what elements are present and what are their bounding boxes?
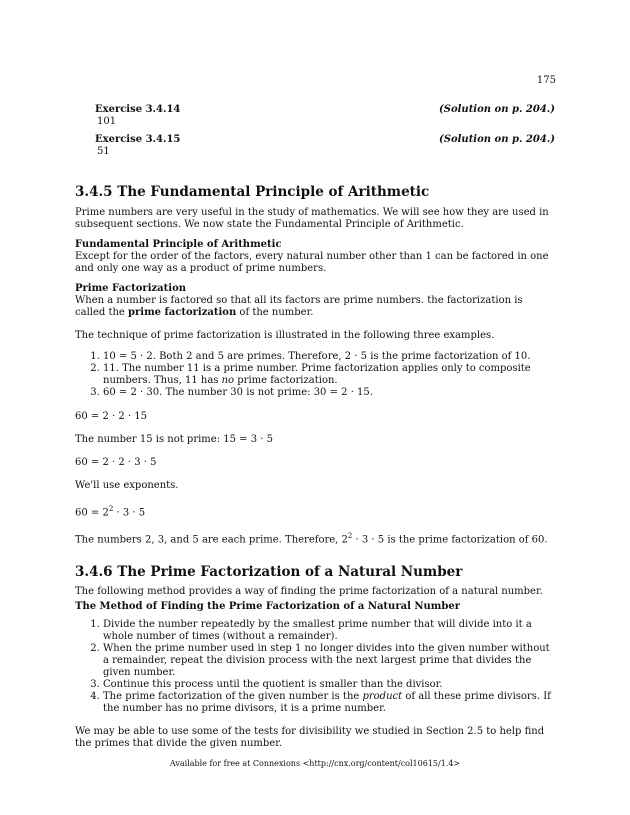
math-line bbox=[75, 503, 555, 519]
paragraph: The number 15 is not prime: 15 = 3 · 5 bbox=[75, 434, 273, 445]
exercise-block bbox=[75, 104, 555, 128]
list-item: 1. 10 = 5 · 2. Both 2 and 5 are primes. Therefore, 2 · 5 is the prime factorization of 10. bbox=[103, 351, 555, 363]
paragraph: Prime numbers are very useful in the study of mathematics. We will see how they are used in subsequent sections. We now state the Fundamental Principle of Arithmetic. bbox=[75, 207, 549, 230]
exercise-header bbox=[75, 134, 555, 146]
page-content bbox=[75, 104, 555, 750]
text-run: of the number. bbox=[236, 307, 314, 318]
list-item: 2. When the prime number used in step 1 no longer divides into the given number without a remainder, repeat the division process with the next largest prime that divides the given number. bbox=[103, 643, 555, 679]
section-heading: 3.4.5 The Fundamental Principle of Arithmetic bbox=[75, 184, 430, 200]
definition-text: Except for the order of the factors, every natural number other than 1 can be factored in one and only one way as a product of prime numbers. bbox=[75, 251, 549, 274]
list-item: 3. Continue this process until the quotient is smaller than the divisor. bbox=[103, 679, 555, 691]
page-number: 175 bbox=[536, 75, 556, 86]
exercise-header bbox=[75, 104, 555, 116]
exercise-value: 51 bbox=[97, 146, 110, 157]
text-run: 60 = 2 bbox=[75, 507, 109, 519]
paragraph: We'll use exponents. bbox=[75, 480, 179, 491]
exercise-title: Exercise 3.4.15 bbox=[95, 134, 181, 145]
list-item: 2. 11. The number 11 is a prime number. Prime factorization applies only to composite numbers. Thus, 11 has no prime factorization. bbox=[103, 363, 555, 387]
section-heading: 3.4.6 The Prime Factorization of a Natural Number bbox=[75, 563, 463, 580]
definition-title: Prime Factorization bbox=[75, 283, 187, 294]
math-line: 60 = 2 · 2 · 15 bbox=[75, 411, 147, 422]
paragraph: The technique of prime factorization is illustrated in the following three examples. bbox=[75, 330, 495, 341]
definition-title: Fundamental Principle of Arithmetic bbox=[75, 239, 282, 250]
math-line: 60 = 2 · 2 · 3 · 5 bbox=[75, 457, 157, 468]
steps-list bbox=[75, 619, 555, 715]
exercise-value: 101 bbox=[97, 116, 117, 127]
exponent: 2 bbox=[108, 505, 114, 513]
examples-list bbox=[75, 351, 555, 399]
text-run: The numbers 2, 3, and 5 are each prime. Therefore, 2 bbox=[75, 534, 348, 546]
exercise-block bbox=[75, 134, 555, 158]
solution-link[interactable]: (Solution on p. 204.) bbox=[439, 104, 555, 115]
method-title: The Method of Finding the Prime Factorization of a Natural Number bbox=[75, 600, 460, 612]
text-run: When a number is factored so that all its factors are prime numbers. the factorization is called the bbox=[75, 295, 523, 318]
exercise-title: Exercise 3.4.14 bbox=[95, 104, 181, 115]
list-item: 1. Divide the number repeatedly by the smallest prime number that will divide into it a whole number of times (without a remainder). bbox=[103, 619, 555, 643]
paragraph: The following method provides a way of finding the prime factorization of a natural number. bbox=[75, 585, 543, 597]
footer-text: Available for free at Connexions <http://cnx.org/content/col10615/1.4> bbox=[169, 759, 461, 768]
text-run: · 3 · 5 is the prime factorization of 60. bbox=[352, 534, 548, 546]
list-item: 4. The prime factorization of the given number is the product of all these prime divisors. If the number has no prime divisors, it is a prime number. bbox=[103, 691, 555, 715]
exponent: 2 bbox=[347, 532, 353, 541]
paragraph bbox=[75, 530, 555, 546]
list-item: 3. 60 = 2 · 30. The number 30 is not prime: 30 = 2 · 15. bbox=[103, 387, 555, 399]
solution-link[interactable]: (Solution on p. 204.) bbox=[439, 134, 555, 145]
paragraph: We may be able to use some of the tests for divisibility we studied in Section 2.5 to help find the primes that divide the given number. bbox=[75, 725, 545, 749]
definition-text bbox=[75, 295, 555, 319]
bold-term: prime factorization bbox=[128, 307, 237, 318]
text-run: · 3 · 5 bbox=[113, 507, 146, 519]
